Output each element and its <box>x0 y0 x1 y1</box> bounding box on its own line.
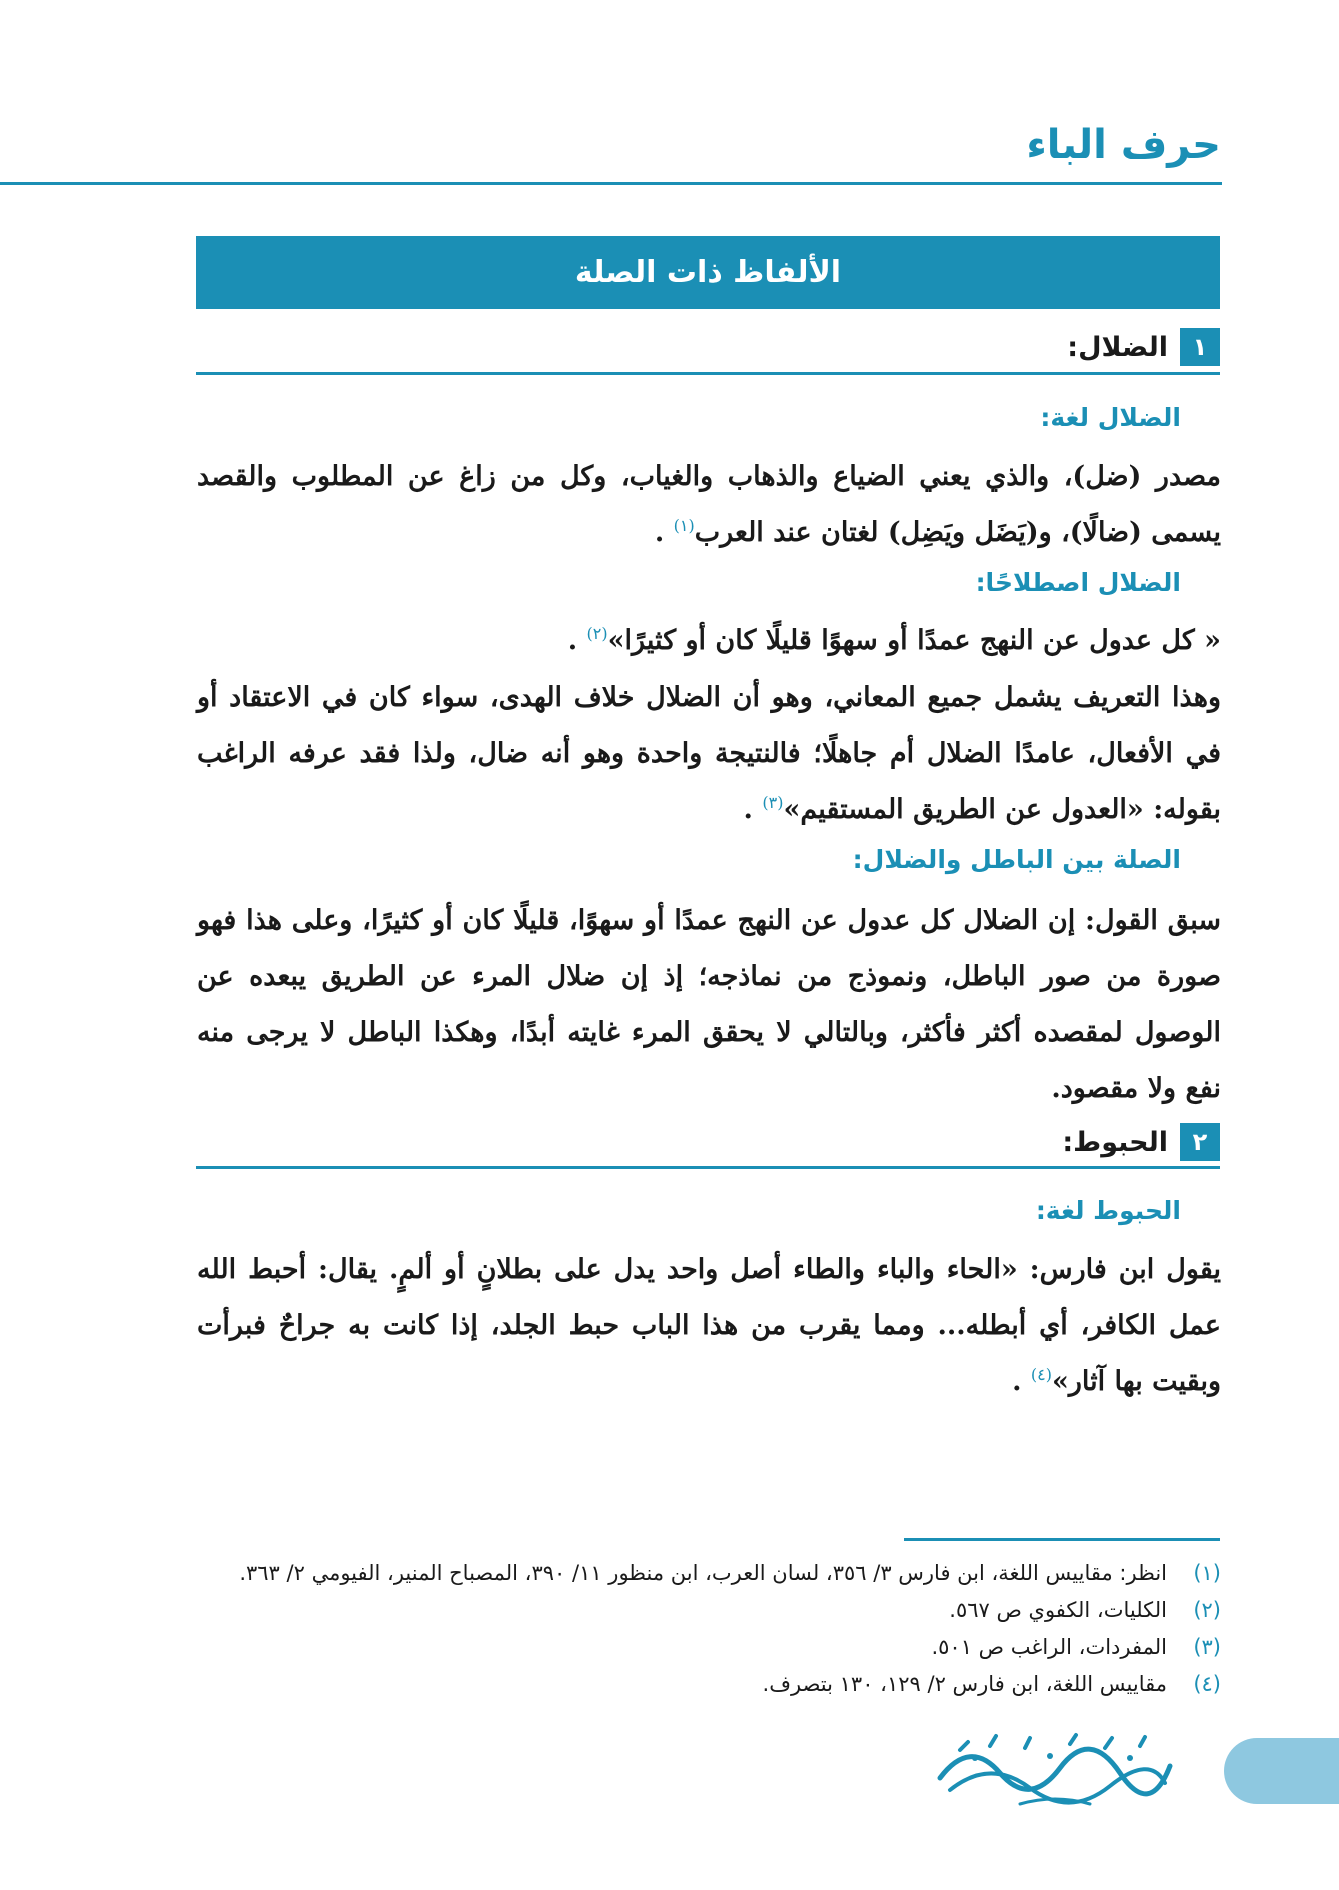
footnote-item <box>197 1629 1221 1666</box>
subheading: الصلة بين الباطل والضلال: <box>852 845 1181 874</box>
section-banner-title: الألفاظ ذات الصلة <box>574 255 842 290</box>
footnote-item <box>197 1592 1221 1629</box>
term-heading-1 <box>1067 328 1220 366</box>
footnote-text: المفردات، الراغب ص ٥٠١. <box>931 1635 1167 1659</box>
footnote-number: (٣) <box>1193 1635 1221 1659</box>
footnote-number: (٤) <box>1193 1672 1221 1696</box>
footnotes <box>197 1555 1221 1703</box>
footnote-divider <box>904 1538 1220 1541</box>
subheading: الحبوط لغة: <box>1035 1196 1181 1225</box>
footnote-number: (١) <box>1193 1561 1221 1585</box>
term-divider <box>196 372 1220 375</box>
running-header-title: حرف الباء <box>1026 122 1221 168</box>
paragraph: « كل عدول عن النهج عمدًا أو سهوًا قليلًا كان أو كثيرًا»$^{(٢)}$ . <box>567 624 1221 656</box>
term-divider <box>196 1166 1220 1169</box>
footnote-text: الكليات، الكفوي ص ٥٦٧. <box>949 1598 1167 1622</box>
footnote-ref[interactable]: (٢) <box>586 624 608 643</box>
footnote-item <box>197 1666 1221 1703</box>
subheading: الضلال اصطلاحًا: <box>975 568 1181 597</box>
footnote-item <box>197 1555 1221 1592</box>
paragraph: مصدر (ضل)، والذي يعني الضياع والذهاب والغياب، وكل من زاغ عن المطلوب والقصد يسمى (ضالًا)، و(يَضَل ويَضِل) لغتان عند العرب$^{(١)}$ . <box>197 461 1221 548</box>
footnote-ref[interactable]: (١) <box>673 516 695 535</box>
paragraph: وهذا التعريف يشمل جميع المعاني، وهو أن الضلال خلاف الهدى، سواء كان في الاعتقاد أو في الأفعال، عامدًا الضلال أم جاهلًا؛ فالنتيجة واحدة وهو أنه ضال، ولذا فقد عرفه الراغب بقوله: «العدول عن الطريق المستقيم»$^{(٣)}$ . <box>197 682 1221 825</box>
term-heading-2 <box>1062 1123 1220 1161</box>
header-divider <box>0 182 1222 185</box>
footnote-text: انظر: مقاييس اللغة، ابن فارس ٣/ ٣٥٦، لسان العرب، ابن منظور ١١/ ٣٩٠، المصباح المنير، الفيومي ٢/ ٣٦٣. <box>239 1561 1167 1585</box>
paragraph: يقول ابن فارس: «الحاء والباء والطاء أصل واحد يدل على بطلانٍ أو ألمٍ. يقال: أحبط الله عمل الكافر، أي أبطله... ومما يقرب من هذا الباب حبط الجلد، إذا كانت به جراحٌ فبرأت وبقيت بها آثار»$^{(٤)}$ . <box>197 1254 1221 1397</box>
footnote-ref[interactable]: (٤) <box>1030 1365 1052 1384</box>
page-number-tab <box>1224 1738 1339 1804</box>
footnote-text: مقاييس اللغة، ابن فارس ٢/ ١٢٩، ١٣٠ بتصرف. <box>762 1672 1167 1696</box>
term-title: الحبوط: <box>1062 1126 1168 1158</box>
encyclopedia-logo <box>930 1728 1180 1816</box>
paragraph: سبق القول: إن الضلال كل عدول عن النهج عمدًا أو سهوًا، قليلًا كان أو كثيرًا، وعلى هذا فهو صورة من صور الباطل، ونموذج من نماذجه؛ إذ إن ضلال المرء عن الطريق يبعده عن الوصول لمقصده أكثر فأكثر، وبالتالي لا يحقق المرء غايته أبدًا، وهكذا الباطل لا يرجى منه نفع ولا مقصود. <box>197 905 1221 1104</box>
subheading: الضلال لغة: <box>1040 403 1181 432</box>
term-number-badge: ١ <box>1180 328 1220 366</box>
footnote-number: (٢) <box>1193 1598 1221 1622</box>
section-banner <box>196 236 1220 309</box>
footnote-ref[interactable]: (٣) <box>762 793 784 812</box>
term-title: الضلال: <box>1067 331 1168 363</box>
term-number-badge: ٢ <box>1180 1123 1220 1161</box>
